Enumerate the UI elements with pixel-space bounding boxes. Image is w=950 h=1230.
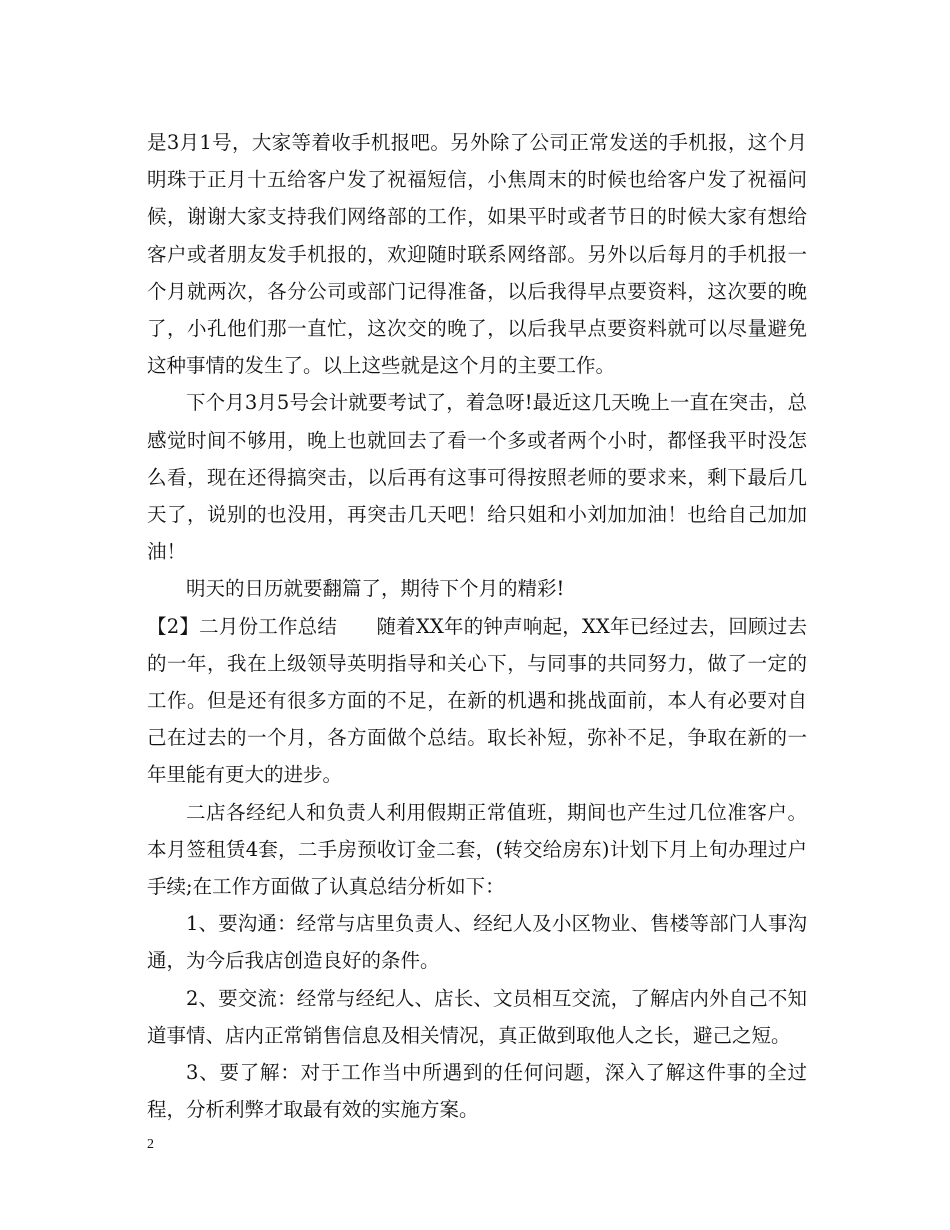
list-item-exchange: 2、要交流：经常与经纪人、店长、文员相互交流，了解店内外自己不知道事情、店内正常销售信息及相关情况，真正做到取他人之长，避己之短。 [147, 986, 807, 1047]
page-number: 2 [147, 1137, 154, 1152]
paragraph-continuation: 是3月1号，大家等着收手机报吧。另外除了公司正常发送的手机报，这个月明珠于正月十五给客户发了祝福短信，小焦周末的时候也给客户发了祝福问候，谢谢大家支持我们网络部的工作，如果平时或者节日的时候大家有想给客户或者朋友发手机报的，欢迎随时联系网络部。另外以后每月的手机报一个月就两次，各分公司或部门记得准备，以后我得早点要资料，这次要的晚了，小孔他们那一直忙，这次交的晚了，以后我早点要资料就可以尽量避免这种事情的发生了。以上这些就是这个月的主要工作。 [147, 131, 807, 378]
list-item-communicate: 1、要沟通：经常与店里负责人、经纪人及小区物业、售楼等部门人事沟通，为今后我店创造良好的条件。 [147, 912, 807, 973]
paragraph-exam: 下个月3月5号会计就要考试了，着急呀!最近这几天晚上一直在突击，总感觉时间不够用，晚上也就回去了看一个多或者两个小时，都怪我平时没怎么看，现在还得搞突击，以后再有这事可得按照老师的要求来，剩下最后几天了，说别的也没用，再突击几天吧！给只姐和小刘加加油！也给自己加加油！ [147, 391, 807, 564]
paragraph-store: 二店各经纪人和负责人利用假期正常值班，期间也产生过几位准客户。本月签租赁4套，二手房预收订金二套，(转交给房东)计划下月上旬办理过户手续;在工作方面做了认真总结分析如下： [147, 800, 807, 899]
list-item-understand: 3、要了解：对于工作当中所遇到的任何问题，深入了解这件事的全过程，分析利弊才取最有效的实施方案。 [147, 1061, 807, 1122]
document-body [147, 124, 807, 1128]
paragraph-calendar: 明天的日历就要翻篇了，期待下个月的精彩! [186, 577, 565, 601]
paragraph-section-2: 【2】二月份工作总结 随着XX年的钟声响起，XX年已经过去，回顾过去的一年，我在上级领导英明指导和关心下，与同事的共同努力，做了一定的工作。但是还有很多方面的不足，在新的机遇和挑战面前，本人有必要对自己在过去的一个月，各方面做个总结。取长补短，弥补不足，争取在新的一年里能有更大的进步。 [147, 614, 807, 787]
